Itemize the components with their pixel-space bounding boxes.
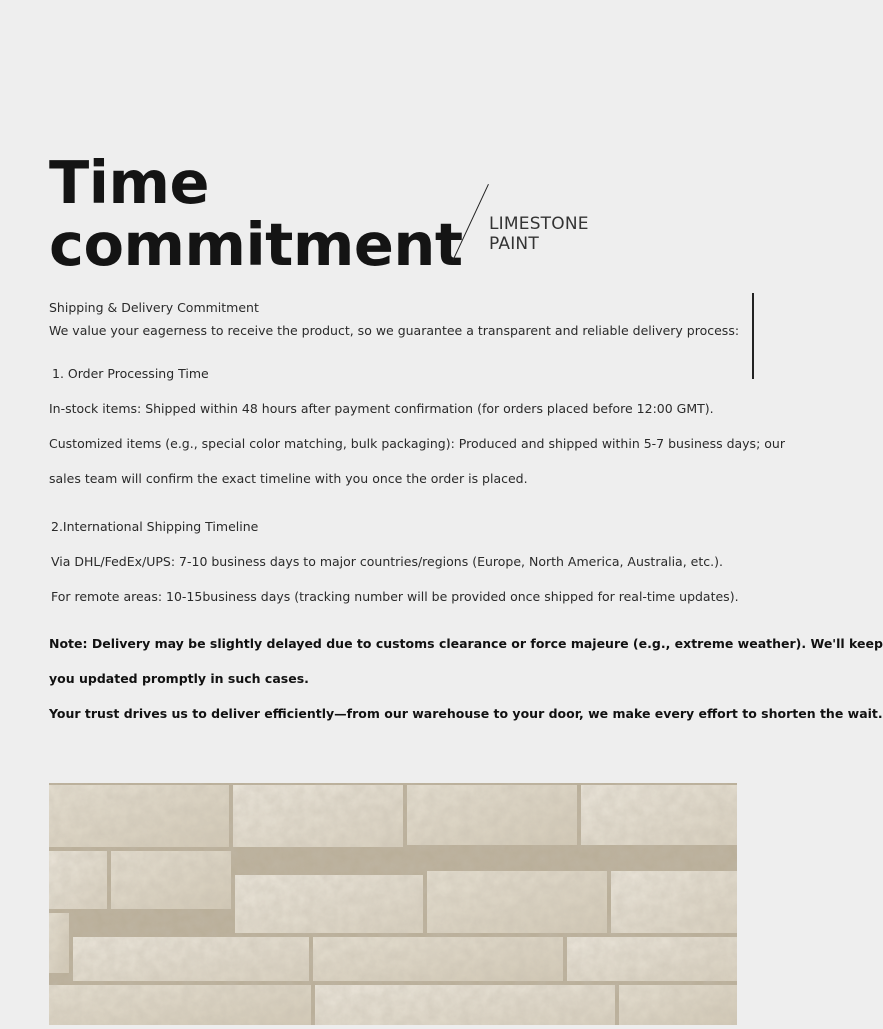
section2-line-2: For remote areas: 10-15business days (tracking number will be provided once shipped for real-time updates).: [51, 589, 739, 604]
section2-heading: 2.International Shipping Timeline: [51, 519, 259, 534]
brand-label: [489, 214, 589, 254]
subtitle: Shipping & Delivery Commitment: [49, 300, 259, 315]
section1-line-3: sales team will confirm the exact timeline with you once the order is placed.: [49, 471, 528, 486]
limestone-wall-graphic: [49, 783, 737, 1025]
title-line-2: commitment: [49, 210, 463, 279]
note-line-1: Note: Delivery may be slightly delayed due to customs clearance or force majeure (e.g., extreme weather). We'll keep: [49, 636, 883, 651]
section2-line-1: Via DHL/FedEx/UPS: 7-10 business days to major countries/regions (Europe, North America, Australia, etc.).: [51, 554, 723, 569]
closing-text: Your trust drives us to deliver efficiently—from our warehouse to your door, we make every effort to shorten the wait.: [49, 706, 883, 721]
note-line-2: you updated promptly in such cases.: [49, 671, 309, 686]
brand-line-2: PAINT: [489, 234, 539, 254]
section1-line-1: In-stock items: Shipped within 48 hours after payment confirmation (for orders placed before 12:00 GMT).: [49, 401, 714, 416]
limestone-wall-image: [49, 783, 737, 1025]
intro-text: We value your eagerness to receive the product, so we guarantee a transparent and reliable delivery process:: [49, 323, 740, 338]
brand-line-1: LIMESTONE: [489, 214, 589, 234]
section1-heading: 1. Order Processing Time: [52, 366, 209, 381]
page-title: [49, 148, 463, 279]
section1-line-2: Customized items (e.g., special color matching, bulk packaging): Produced and shipped within 5-7 business days; our: [49, 436, 785, 451]
vertical-bar: [752, 293, 754, 379]
title-line-1: Time: [49, 148, 209, 217]
